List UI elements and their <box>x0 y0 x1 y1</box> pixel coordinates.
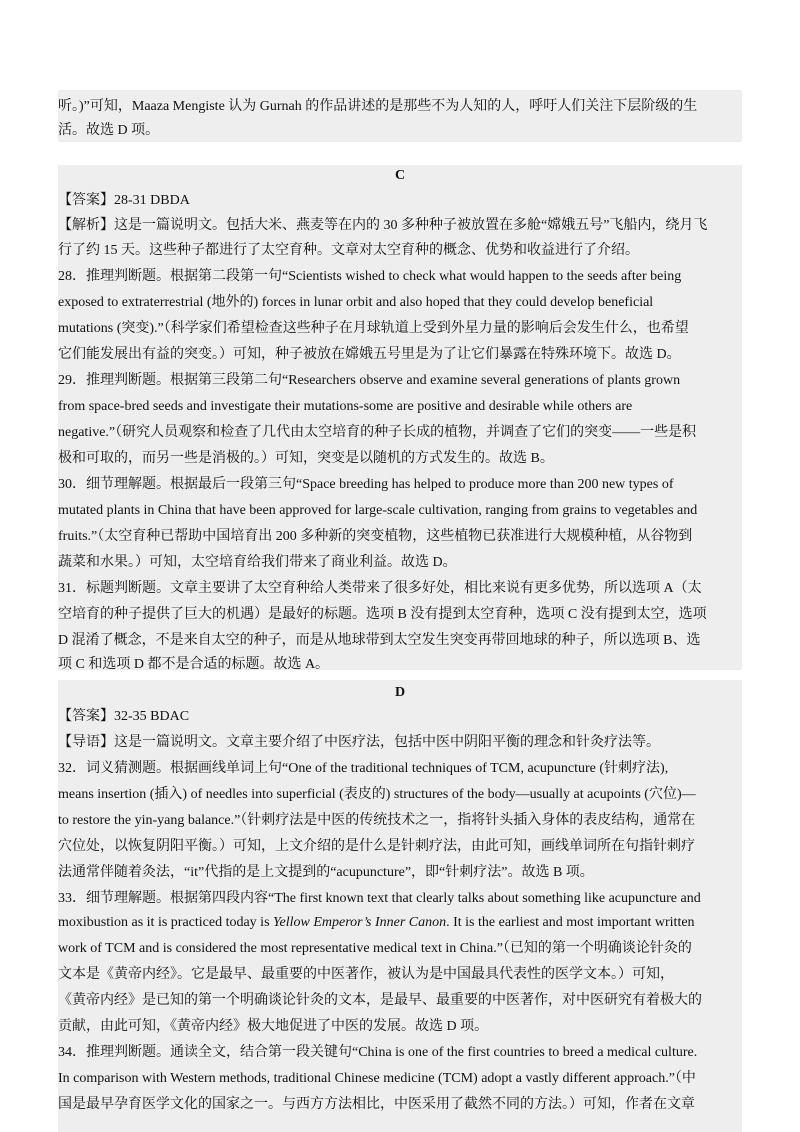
text-line: exposed to extraterrestrial (地外的) forces in lunar orbit and also hoped that they could develop beneficial <box>58 295 654 310</box>
text-line: negative.”（研究人员观察和检查了几代由太空培育的种子长成的植物，并调查了它们的突变——一些是积 <box>58 425 697 440</box>
text-line: 它们能发展出有益的突变。）可知，种子被放在嫦娥五号里是为了让它们暴露在特殊环境下。故选 D。 <box>58 347 681 362</box>
text-line: 33．细节理解题。根据第四段内容“The first known text that clearly talks about something like acupuncture and <box>58 891 701 906</box>
text-line: 32．词义猜测题。根据画线单词上句“One of the traditional techniques of TCM, acupuncture (针刺疗法), <box>58 761 669 776</box>
text-line: work of TCM and is considered the most representative medical text in China.”（已知的第一个明确谈论针灸的 <box>58 941 692 956</box>
text-line: 蔬菜和水果。）可知，太空培育给我们带来了商业利益。故选 D。 <box>58 555 457 570</box>
text-line: 活。故选 D 项。 <box>58 123 160 138</box>
section-heading-d: D <box>394 685 406 700</box>
text-line: 28．推理判断题。根据第二段第一句“Scientists wished to check what would happen to the seeds after being <box>58 269 682 284</box>
text-line: 极和可取的，而另一些是消极的。）可知，突变是以随机的方式发生的。故选 B。 <box>58 451 554 466</box>
text-line: 【导语】这是一篇说明文。文章主要介绍了中医疗法，包括中医中阴阳平衡的理念和针灸疗法等。 <box>58 735 660 750</box>
text-line: 穴位处，以恢复阴阳平衡。）可知，上文介绍的是什么是针刺疗法，由此可知，画线单词所在句指针刺疗 <box>58 839 695 854</box>
text-segment: moxibustion as it is practiced today is <box>58 915 274 930</box>
text-line: 31．标题判断题。文章主要讲了太空育种给人类带来了很多好处，相比来说有更多优势，所以选项 A（太 <box>58 581 702 596</box>
text-line: 【解析】这是一篇说明文。包括大米、燕麦等在内的 30 多种种子被放置在多舱“嫦娥五号”飞船内，绕月飞 <box>58 218 708 233</box>
text-line: 听。)”可知，Maaza Mengiste 认为 Gurnah 的作品讲述的是那些不为人知的人，呼吁人们关注下层阶级的生 <box>58 99 698 114</box>
text-line: 贡献，由此可知，《黄帝内经》极大地促进了中医的发展。故选 D 项。 <box>58 1019 489 1034</box>
text-line: 行了约 15 天。这些种子都进行了太空育种。文章对太空育种的概念、优势和收益进行了介绍。 <box>58 243 639 258</box>
text-segment: . It is the earliest and most important written <box>446 915 695 930</box>
text-line: from space-bred seeds and investigate their mutations-some are positive and desirable while others are <box>58 399 633 414</box>
text-line: 国是最早孕育医学文化的国家之一。与西方方法相比，中医采用了截然不同的方法。）可知，作者在文章 <box>58 1097 695 1112</box>
text-line: In comparison with Western methods, traditional Chinese medicine (TCM) adopt a vastly different approach.”（中 <box>58 1071 696 1086</box>
text-line: mutations (突变).”（科学家们希望检查这些种子在月球轨道上受到外星力量的影响后会发生什么，也希望 <box>58 321 689 336</box>
text-line <box>58 910 748 935</box>
text-line: 空培育的种子提供了巨大的机遇）是最好的标题。选项 B 没有提到太空育种，选项 C 没有提到太空，选项 <box>58 607 707 622</box>
text-line: 29．推理判断题。根据第三段第二句“Researchers observe and examine several generations of plants grown <box>58 373 681 388</box>
text-line: means insertion (插入) of needles into superficial (表皮的) structures of the body—usually at acupoints (穴位)— <box>58 787 696 802</box>
text-line: mutated plants in China that have been approved for large-scale cultivation, ranging from grains to vegetables and <box>58 503 698 518</box>
book-title: Yellow Emperor’s Inner Canon <box>273 915 447 930</box>
answer-line: 【答案】32-35 BDAC <box>58 709 190 724</box>
text-line: 文本是《黄帝内经》。它是最早、最重要的中医著作，被认为是中国最具代表性的医学文本。）可知， <box>58 967 674 982</box>
text-line: fruits.”（太空育种已帮助中国培育出 200 多种新的突变植物，这些植物已获准进行大规模种植，从谷物到 <box>58 529 693 544</box>
text-line: 30．细节理解题。根据最后一段第三句“Space breeding has helped to produce more than 200 new types of <box>58 477 674 492</box>
text-line: 法通常伴随着灸法，“it”代指的是上文提到的“acupuncture”，即“针刺疗法”。故选 B 项。 <box>58 865 594 880</box>
text-line: to restore the yin-yang balance.”（针刺疗法是中医的传统技术之一，指将针头插入身体的表皮结构，通常在 <box>58 813 696 828</box>
text-line: 《黄帝内经》是已知的第一个明确谈论针灸的文本，是最早、最重要的中医著作，对中医研究有着极大的 <box>58 993 702 1008</box>
text-line: 项 C 和选项 D 都不是合适的标题。故选 A。 <box>58 657 330 672</box>
text-line: D 混淆了概念，不是来自太空的种子，而是从地球带到太空发生突变再带回地球的种子，所以选项 B、选 <box>58 633 701 648</box>
answer-line: 【答案】28-31 DBDA <box>58 193 190 208</box>
section-heading-c: C <box>394 168 406 183</box>
text-line: 34．推理判断题。通读全文，结合第一段关键句“China is one of the first countries to breed a medical culture. <box>58 1045 698 1060</box>
